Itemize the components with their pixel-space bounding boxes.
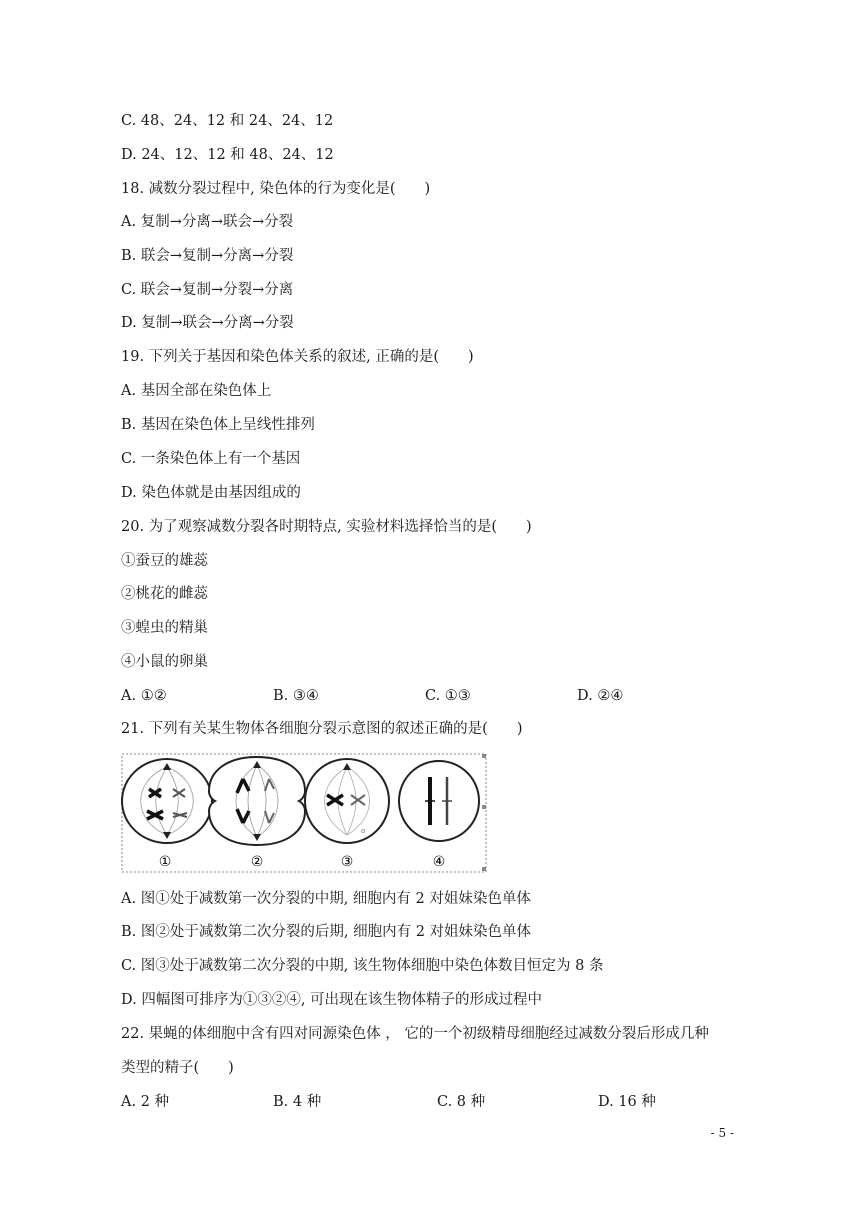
- q18-stem: 18. 减数分裂过程中, 染色体的行为变化是( ): [121, 181, 431, 197]
- cell-3: [305, 759, 389, 843]
- frame-handle: [482, 805, 486, 809]
- page-number: - 5 -: [710, 1126, 734, 1140]
- q21-stem: 21. 下列有关某生物体各细胞分裂示意图的叙述正确的是( ): [121, 721, 523, 737]
- q19-option-d: D. 染色体就是由基因组成的: [121, 485, 301, 501]
- q20-item-3: ③蝗虫的精巢: [121, 620, 208, 636]
- figure-label-1: ①: [158, 854, 172, 870]
- figure-label-4: ④: [432, 854, 446, 870]
- q22-stem-cont: 类型的精子( ): [121, 1060, 234, 1076]
- q18-option-d: D. 复制→联会→分离→分裂: [121, 315, 294, 331]
- q19-option-c: C. 一条染色体上有一个基因: [121, 451, 301, 467]
- q20-stem: 20. 为了观察减数分裂各时期特点, 实验材料选择恰当的是( ): [121, 519, 532, 535]
- q21-option-d: D. 四幅图可排序为①③②④, 可出现在该生物体精子的形成过程中: [121, 992, 543, 1008]
- q20-option-a: A. ①②: [121, 688, 167, 704]
- figure-label-2: ②: [250, 854, 264, 870]
- q21-option-a: A. 图①处于减数第一次分裂的中期, 细胞内有 2 对姐妹染色单体: [121, 891, 531, 907]
- q22-option-c: C. 8 种: [437, 1094, 486, 1110]
- q20-option-b: B. ③④: [273, 688, 319, 704]
- q22-option-d: D. 16 种: [598, 1094, 656, 1110]
- q20-item-4: ④小鼠的卵巢: [121, 654, 208, 670]
- q19-option-b: B. 基因在染色体上呈线性排列: [121, 417, 315, 433]
- q22-stem: 22. 果蝇的体细胞中含有四对同源染色体 ， 它的一个初级精母细胞经过减数分裂后形成几种: [121, 1026, 709, 1042]
- q22-option-b: B. 4 种: [273, 1094, 322, 1110]
- q18-option-b: B. 联会→复制→分离→分裂: [121, 248, 294, 264]
- q17-option-d: D. 24、12、12 和 48、24、12: [121, 147, 334, 163]
- q20-option-c: C. ①③: [425, 688, 471, 704]
- q18-option-c: C. 联会→复制→分裂→分离: [121, 282, 294, 298]
- q19-option-a: A. 基因全部在染色体上: [121, 383, 272, 399]
- q19-stem: 19. 下列关于基因和染色体关系的叙述, 正确的是( ): [121, 349, 474, 365]
- cell-1: [122, 759, 212, 843]
- frame-handle: [482, 754, 486, 758]
- q20-item-1: ①蚕豆的雄蕊: [121, 553, 208, 569]
- q22-option-a: A. 2 种: [121, 1094, 170, 1110]
- q17-option-c: C. 48、24、12 和 24、24、12: [121, 113, 334, 129]
- figure-label-3: ③: [340, 854, 354, 870]
- q21-option-c: C. 图③处于减数第二次分裂的中期, 该生物体细胞中染色体数目恒定为 8 条: [121, 958, 604, 974]
- q20-item-2: ②桃花的雌蕊: [121, 586, 208, 602]
- cell-division-figure: [121, 753, 487, 873]
- frame-handle: [482, 867, 486, 871]
- q21-option-b: B. 图②处于减数第二次分裂的后期, 细胞内有 2 对姐妹染色单体: [121, 924, 532, 940]
- cell-4: [399, 761, 479, 841]
- svg-text:o: o: [361, 827, 366, 835]
- q20-option-d: D. ②④: [577, 688, 624, 704]
- q18-option-a: A. 复制→分离→联会→分裂: [121, 214, 294, 230]
- cell-2: [209, 757, 305, 845]
